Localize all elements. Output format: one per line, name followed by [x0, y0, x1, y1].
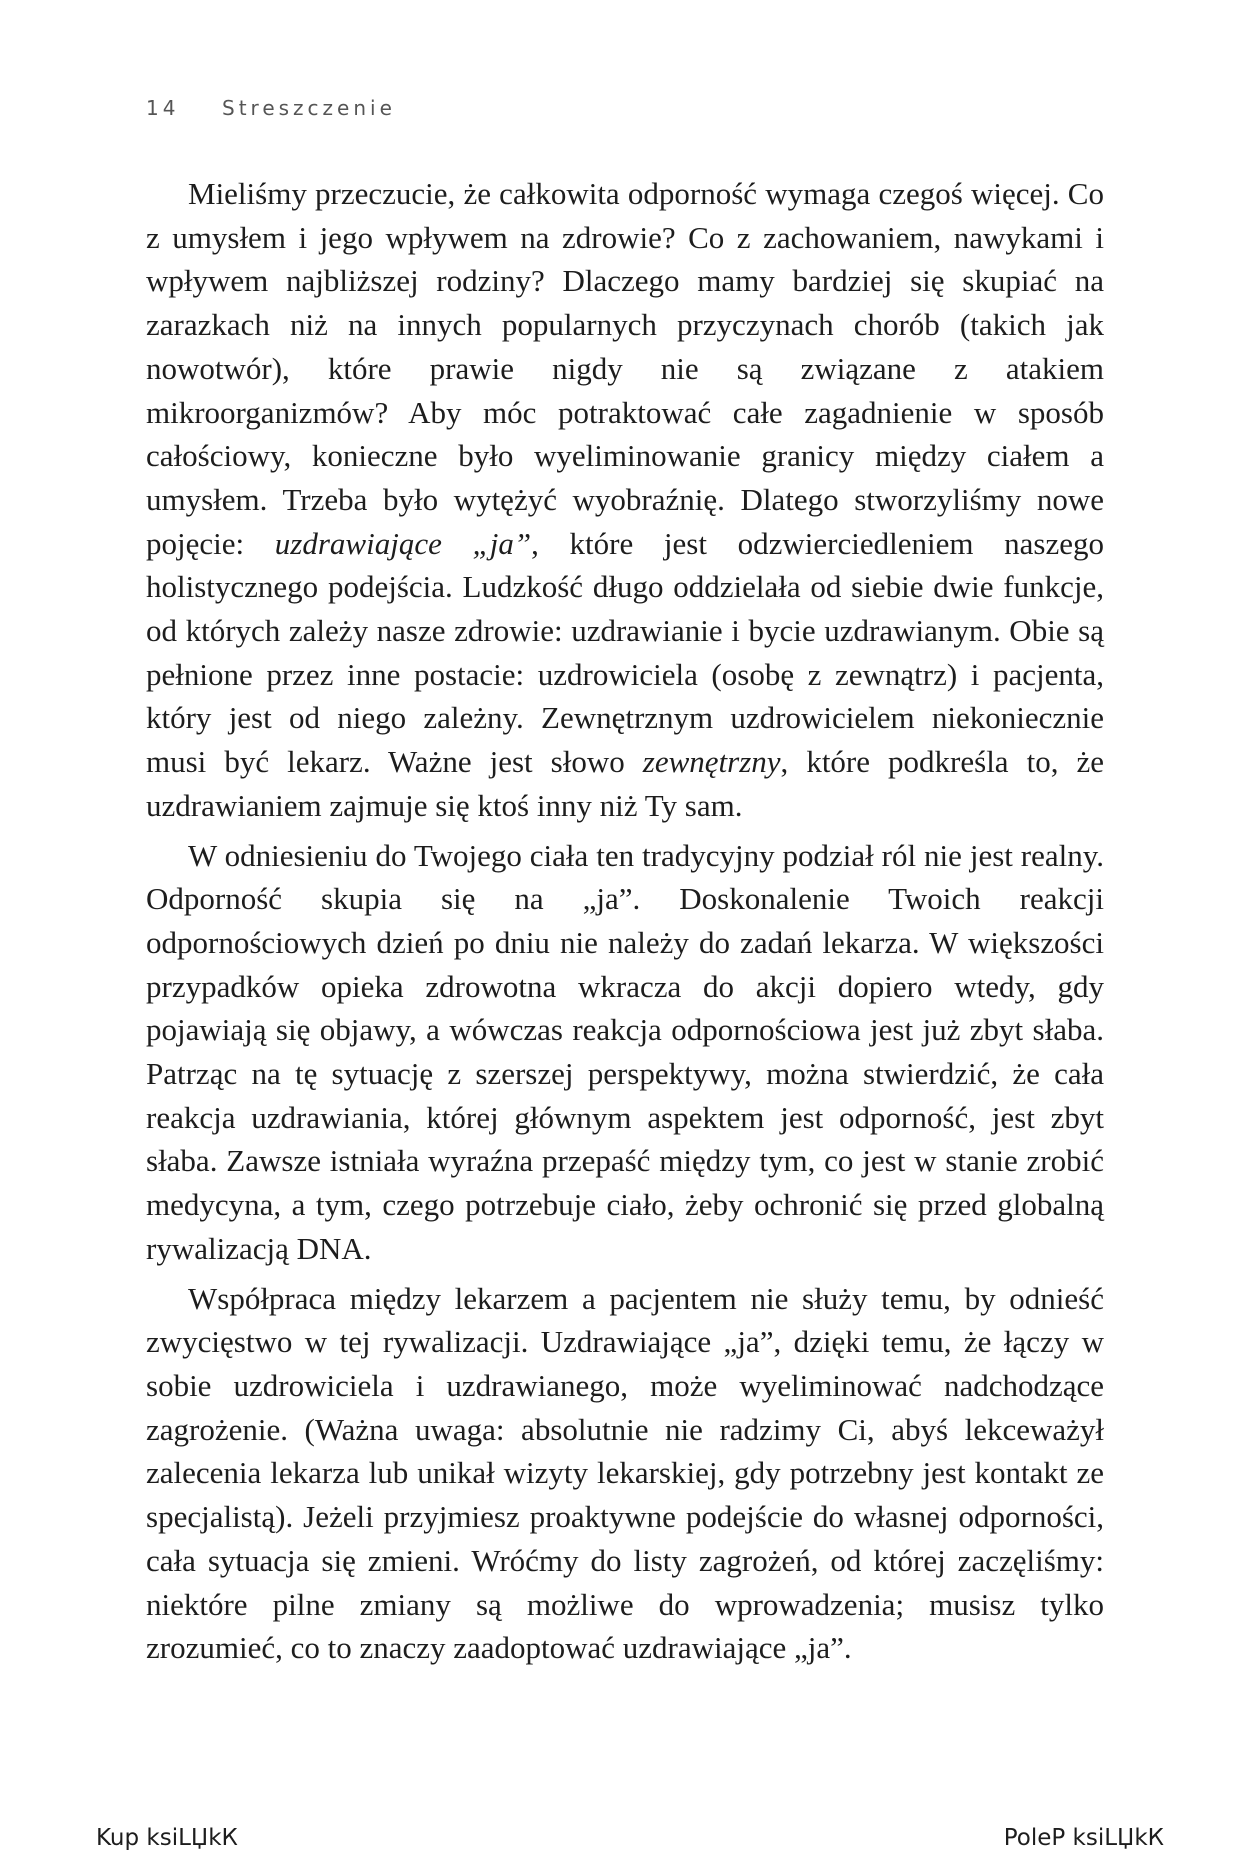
paragraph-1 [146, 172, 1104, 828]
buy-book-link[interactable]: Kup ksiLЏkК [96, 1825, 238, 1851]
page-number: 14 [146, 96, 180, 120]
text-segment: , które jest odzwierciedleniem naszego holistycznego podejścia. Ludzkość długo oddzielała od siebie dwie funkcje, od których zależy nasze zdrowie: uzdrawianie i bycie uzdrawianym. Obie są pełnione przez inne postacie: uzdrowiciela (osobę z zewnątrz) i pacjenta, który jest od niego zależny. Zewnętrznym uzdrowicielem niekoniecznie musi być lekarz. Ważne jest słowo [146, 525, 1104, 780]
section-title: Streszczenie [222, 96, 396, 120]
italic-term: zewnętrzny [642, 744, 781, 780]
text-segment: W odniesieniu do Twojego ciała ten tradycyjny podział ról nie jest realny. Odporność skupia się na „ja”. Doskonalenie Twoich reakcji odpornościowych dzień po dniu nie należy do zadań lekarza. W większości przypadków opieka zdrowotna wkracza do akcji dopiero wtedy, gdy pojawiają się objawy, a wówczas reakcja odpornościowa jest już zbyt słaba. Patrząc na tę sytuację z szerszej perspektywy, można stwierdzić, że cała reakcja uzdrawiania, której głównym aspektem jest odporność, jest zbyt słaba. Zawsze istniała wyraźna przepaść między tym, co jest w stanie zrobić medycyna, a tym, czego potrzebuje ciało, żeby ochronić się przed globalną rywalizacją DNA. [146, 837, 1104, 1266]
body-text [146, 172, 1104, 1670]
italic-term: uzdrawiające „ja” [274, 525, 532, 561]
paragraph-2 [146, 834, 1104, 1271]
paragraph-3 [146, 1277, 1104, 1670]
text-segment: , które podkreśla to, że uzdrawianiem zajmuje się ktoś inny niż Ty sam. [146, 744, 1104, 823]
text-segment: Mieliśmy przeczucie, że całkowita odporność wymaga czegoś więcej. Co z umysłem i jego wpływem na zdrowie? Co z zachowaniem, nawykami i wpływem najbliższej rodziny? Dlaczego mamy bardziej się skupiać na zarazkach niż na innych popularnych przyczynach chorób (takich jak nowotwór), które prawie nigdy nie są związane z atakiem mikroorganizmów? Aby móc potraktować całe zagadnienie w sposób całościowy, konieczne było wyeliminowanie granicy między ciałem a umysłem. Trzeba było wytężyć wyobraźnię. Dlatego stworzyliśmy nowe pojęcie: [146, 176, 1104, 561]
recommend-book-link[interactable]: PoleР ksiLЏkК [1003, 1825, 1164, 1851]
text-segment: Współpraca między lekarzem a pacjentem nie służy temu, by odnieść zwycięstwo w tej rywalizacji. Uzdrawiające „ja”, dzięki temu, że łączy w sobie uzdrowiciela i uzdrawianego, może wyeliminować nadchodzące zagrożenie. (Ważna uwaga: absolutnie nie radzimy Ci, abyś lekceważył zalecenia lekarza lub unikał wizyty lekarskiej, gdy potrzebny jest kontakt ze specjalistą). Jeżeli przyjmiesz proaktywne podejście do własnej odporności, cała sytuacja się zmieni. Wróćmy do listy zagrożeń, od której zaczęliśmy: niektóre pilne zmiany są możliwe do wprowadzenia; musisz tylko zrozumieć, co to znaczy zaadoptować uzdrawiające „ja”. [146, 1280, 1104, 1666]
running-header [146, 96, 396, 120]
